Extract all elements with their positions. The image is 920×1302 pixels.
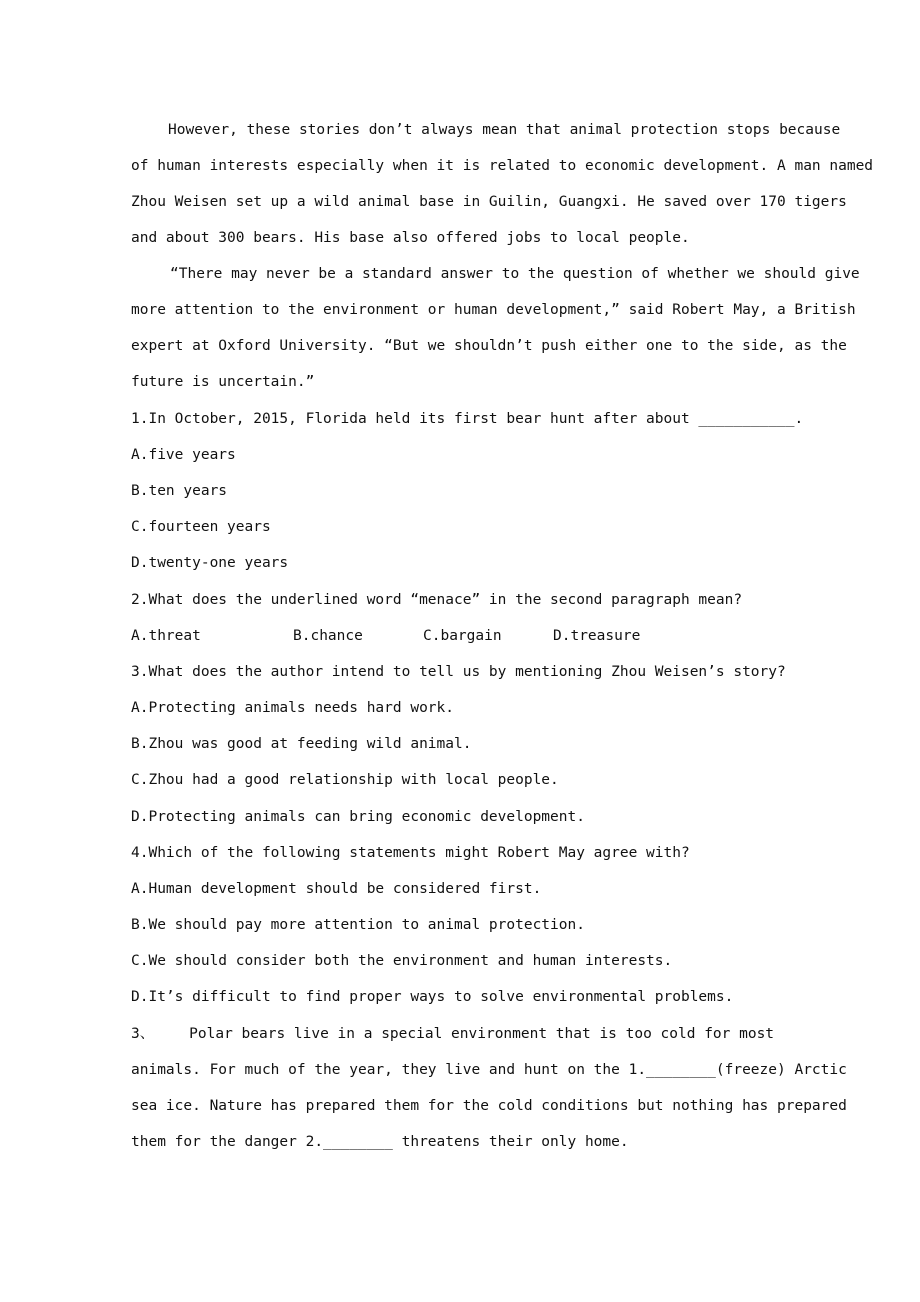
passage-p2-line-4: future is uncertain.”: [131, 374, 315, 390]
question-2-stem: 2.What does the underlined word “menace” in the second paragraph mean?: [131, 592, 743, 608]
question-2-option-b: B.chance: [293, 628, 363, 644]
question-3-option-d: D.Protecting animals can bring economic development.: [131, 809, 585, 825]
question-1-option-a: A.five years: [131, 447, 236, 463]
passage-p2-line-1: “There may never be a standard answer to the question of whether we should give: [170, 266, 860, 282]
question-4-option-b: B.We should pay more attention to animal protection.: [131, 917, 585, 933]
passage-p1-line-1: However, these stories don’t always mean that animal protection stops because: [168, 122, 841, 138]
passage-p2-line-3: expert at Oxford University. “But we shouldn’t push either one to the side, as the: [131, 338, 847, 354]
passage-p1-line-3: Zhou Weisen set up a wild animal base in Guilin, Guangxi. He saved over 170 tigers: [131, 194, 847, 210]
question-1-option-d: D.twenty-one years: [131, 555, 289, 571]
question-1-option-b: B.ten years: [131, 483, 228, 499]
question-3-option-c: C.Zhou had a good relationship with local people.: [131, 772, 559, 788]
question-4-option-a: A.Human development should be considered first.: [131, 881, 542, 897]
passage-p1-line-2: of human interests especially when it is related to economic development. A man named: [131, 158, 874, 174]
question-4-option-c: C.We should consider both the environment and human interests.: [131, 953, 673, 969]
passage-p2-line-2: more attention to the environment or human development,” said Robert May, a British: [131, 302, 856, 318]
section-3-line-2: animals. For much of the year, they live and hunt on the 1.________(freeze) Arctic: [131, 1062, 847, 1078]
question-4-option-d: D.It’s difficult to find proper ways to solve environmental problems.: [131, 989, 734, 1005]
question-1-option-c: C.fourteen years: [131, 519, 271, 535]
section-3-line-3: sea ice. Nature has prepared them for the cold conditions but nothing has prepared: [131, 1098, 847, 1114]
question-2-option-c: C.bargain: [423, 628, 502, 644]
section-3-line-1: 3、 Polar bears live in a special environment that is too cold for most: [131, 1026, 775, 1042]
question-1-stem: 1.In October, 2015, Florida held its first bear hunt after about ___________.: [131, 411, 804, 427]
question-4-stem: 4.Which of the following statements might Robert May agree with?: [131, 845, 690, 861]
question-3-stem: 3.What does the author intend to tell us by mentioning Zhou Weisen’s story?: [131, 664, 786, 680]
question-3-option-b: B.Zhou was good at feeding wild animal.: [131, 736, 472, 752]
question-3-option-a: A.Protecting animals needs hard work.: [131, 700, 455, 716]
question-2-option-a: A.threat: [131, 628, 201, 644]
section-3-line-4: them for the danger 2.________ threatens their only home.: [131, 1134, 629, 1150]
passage-p1-line-4: and about 300 bears. His base also offered jobs to local people.: [131, 230, 690, 246]
question-2-option-d: D.treasure: [553, 628, 641, 644]
